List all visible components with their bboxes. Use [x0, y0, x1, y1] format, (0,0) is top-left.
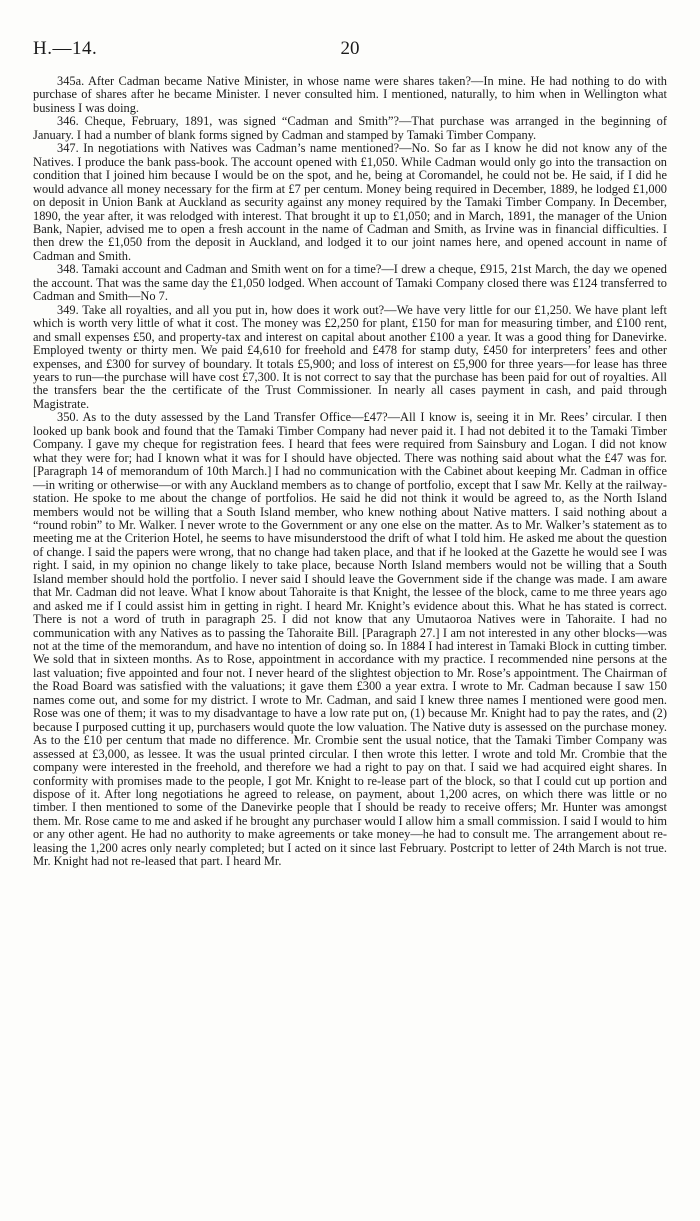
- page-number: 20: [340, 38, 360, 59]
- paragraph-350: 350. As to the duty assessed by the Land Transfer Office—£47?—All I know is, seeing it in Mr. Rees’ circular. I then looked up bank book and found that the Tamaki Timber Company had never paid it. I had not debited it to the Tamaki Timber Company. I gave my cheque for registration fees. I heard that fees were required from Sainsbury and Logan. I did not know what they were for; had I known what it was for I should have objected. There was nothing said about what the £47 was for. [Paragraph 14 of memorandum of 10th March.] I had no communication with the Cabinet about keeping Mr. Cadman in office—in writing or otherwise—or with any Auckland members as to change of portfolio, except that I saw Mr. Kelly at the railway-station. He spoke to me about the change of portfolios. He said he did not think it would be agreed to, as the North Island members would not be willing that a South Island member, who knew nothing about Native matters. I said nothing about a “round robin” to Mr. Walker. I never wrote to the Government or any one else on the matter. As to Mr. Walker’s statement as to meeting me at the Criterion Hotel, he seems to have misunderstood the drift of what I told him. He asked me about the question of change. I said the papers were wrong, that no change had taken place, and that if he looked at the Gazette he would see I was right. I said, in my opinion no change likely to take place, because North Island members would not be willing that a South Island member should hold the portfolio. I never said I should leave the Government side if the change was made. I am aware that Mr. Cadman did not leave. What I know about Tahoraite is that Knight, the lessee of the block, came to me three years ago and asked me if I could assist him in getting in right. I heard Mr. Knight’s evidence about this. What he has stated is correct. There is not a word of truth in paragraph 25. I did not know that any Umutaoroa Natives were in Tahoraite. I had no communication with any Natives as to passing the Tahoraite Bill. [Paragraph 27.] I am not interested in any other blocks—was not at the time of the memorandum, and have no intention of doing so. In 1884 I had interest in Tamaki Block in cutting timber. We sold that in sixteen months. As to Rose, appointment in accordance with my practice. I recommended nine persons at the last valuation; five appointed and four not. I never heard of the slightest objection to Mr. Rose’s appointment. The Chairman of the Road Board was satisfied with the valuations; it gave them £300 a year extra. I wrote to Mr. Cadman because I saw 150 names come out, and some for my district. I wrote to Mr. Cadman, and said I knew three names I mentioned were good men. Rose was one of them; it was to my disadvantage to have a low rate put on, (1) because Mr. Knight had to pay the rates, and (2) because I purposed cutting it up, purchasers would quote the low valuation. The Native duty is assessed on the purchase money. As to the £10 per centum that made no difference. Mr. Crombie sent the usual notice, that the Tamaki Timber Company was assessed at £3,000, as lessee. It was the usual printed circular. I then wrote this letter. I wrote and told Mr. Crombie that the company were interested in the freehold, and therefore we had a right to pay on that. I said we had acquired eight shares. In conformity with promises made to the people, I got Mr. Knight to re-lease part of the block, so that I could cut up portion and dispose of it. After long negotiations he agreed to release, on payment, about 1,200 acres, on which there was little or no timber. I then mentioned to some of the Danevirke people that I should be ready to receive offers; Mr. Hunter was amongst them. Mr. Rose came to me and asked if he brought any purchaser would I allow him a small commission. I said I would to him or any other agent. He had no authority to make agreements or take money—he had to consult me. The arrangement about re-leasing the 1,200 acres only nearly completed; but I acted on it since last February. Postcript to letter of 24th March is not true. Mr. Knight had not re-leased that part. I heard Mr.: [33, 410, 667, 869]
- body-text: [33, 75, 667, 869]
- paragraph-347: 347. In negotiations with Natives was Cadman’s name mentioned?—No. So far as I know he did not know any of the Natives. I produce the bank pass-book. The account opened with £1,050. While Cadman would only go into the transaction on condition that I joined him because I would be on the spot, and he, being at Coromandel, he could not be. He said, if I did he would advance all money necessary for the firm at £7 per centum. Money being required in December, 1889, he lodged £1,000 on deposit in Union Bank at Auckland as security against any money required by the Tamaki Timber Company. In December, 1890, the year after, it was relodged with interest. That brought it up to £1,050; and in March, 1891, the manager of the Union Bank, Napier, advised me to open a fresh account in the name of Cadman and Smith, as Irvine was in financial difficulties. I then drew the £1,050 from the deposit in Auckland, and lodged it to our joint names here, and opened account in name of Cadman and Smith.: [33, 141, 667, 263]
- page-header: [33, 38, 667, 64]
- paragraph-348: 348. Tamaki account and Cadman and Smith went on for a time?—I drew a cheque, £915, 21st March, the day we opened the account. That was the same day the £1,050 lodged. When account of Tamaki Company closed there was £124 transferred to Cadman and Smith—No 7.: [33, 262, 667, 304]
- paragraph-349: 349. Take all royalties, and all you put in, how does it work out?—We have very little for our £1,250. We have plant left which is worth very little of what it cost. The money was £2,250 for plant, £150 for man for measuring timber, and £100 rent, and small expenses £50, and property-tax and interest on capital about another £100 a year. It was a good thing for Danevirke. Employed twenty or thirty men. We paid £4,610 for freehold and £478 for stamp duty, £450 for interpreters’ fees and other expenses, and £300 for survey of boundary. It totals £5,900; and loss of interest on £5,900 for three years—for lease has three years to run—the purchase will have cost £7,300. It is not correct to say that the purchase has been paid for out of royalties. All the transfers bear the the certificate of the Trust Commissioner. In nearly all cases payment in cash, and paid through Magistrate.: [33, 302, 667, 411]
- paragraph-345a: 345a. After Cadman became Native Minister, in whose name were shares taken?—In mine. He had nothing to do with purchase of shares after he became Minister. I never consulted him. I mentioned, naturally, to him when in Wellington what business I was doing.: [33, 74, 667, 115]
- document-reference: H.—14.: [33, 38, 98, 59]
- paragraph-346: 346. Cheque, February, 1891, was signed “Cadman and Smith”?—That purchase was arranged in the beginning of January. I had a number of blank forms signed by Cadman and stamped by Tamaki Timber Company.: [33, 114, 667, 142]
